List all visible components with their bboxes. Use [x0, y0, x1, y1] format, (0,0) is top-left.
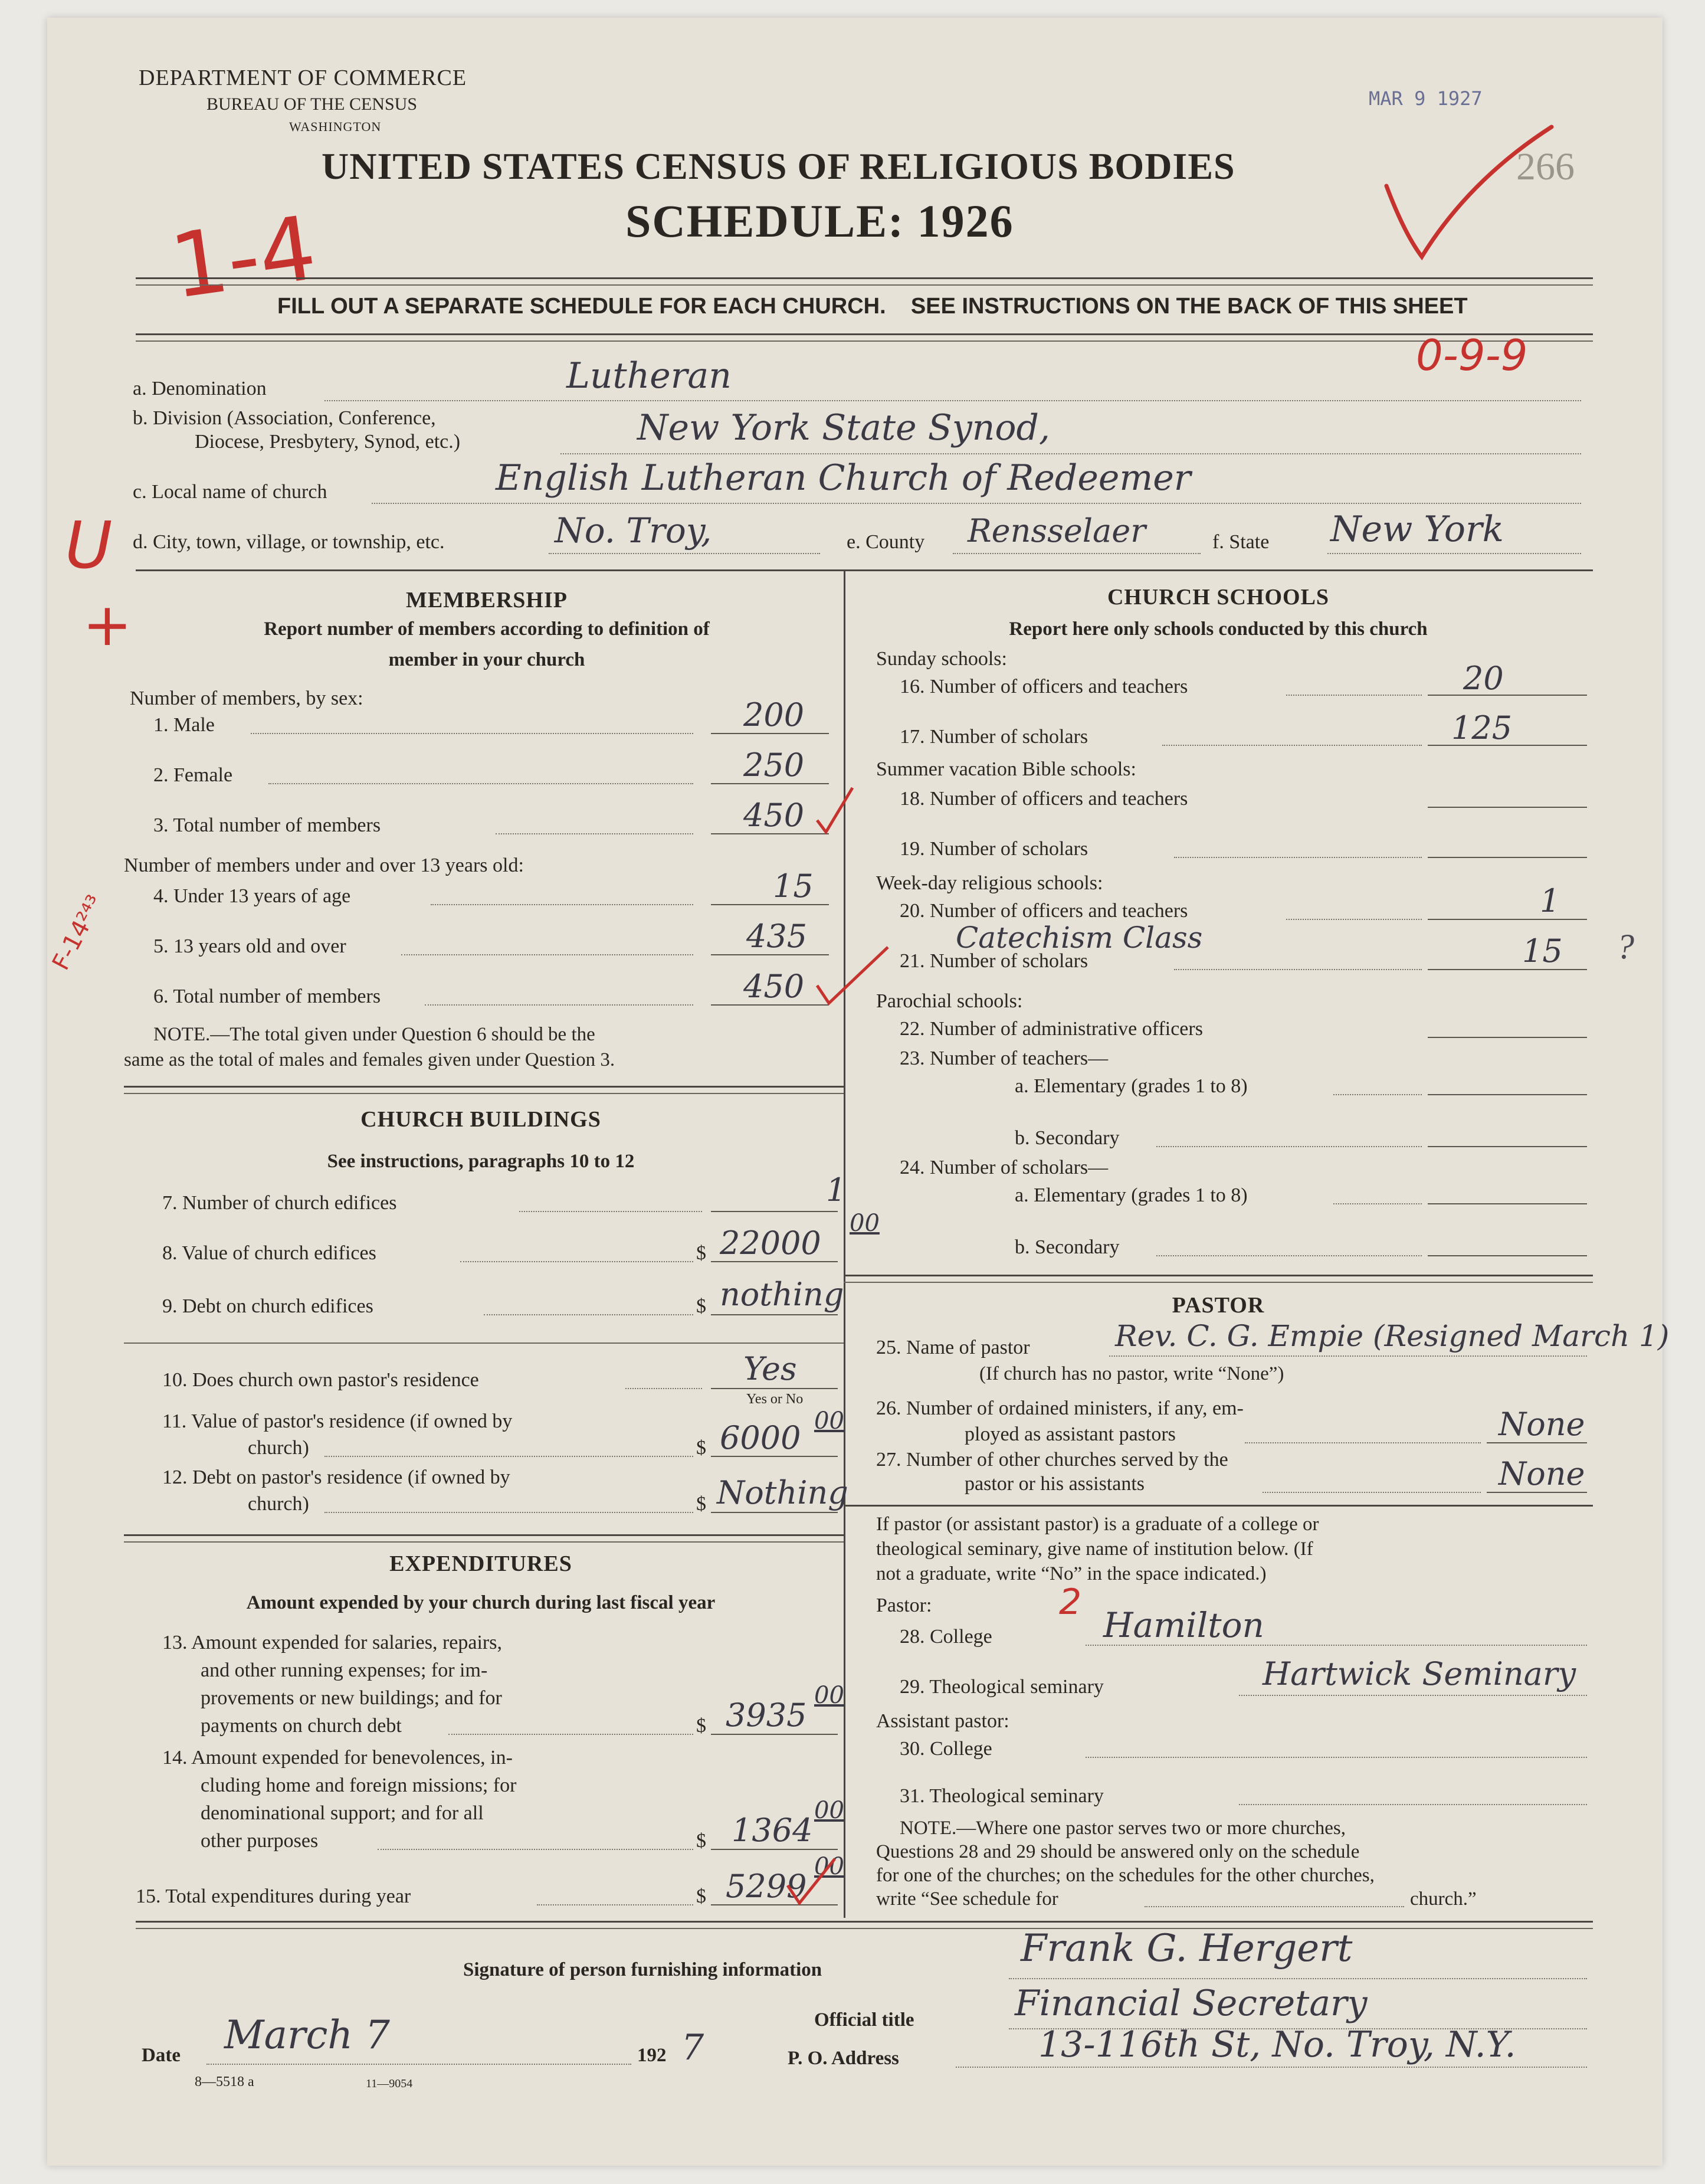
q16-dots	[1286, 695, 1422, 696]
address-value[interactable]: 13-116th St, No. Troy, N.Y.	[1038, 2024, 1516, 2065]
divider-3	[136, 569, 1593, 571]
print-number: 11—9054	[366, 2077, 413, 2090]
divider-expenditures-top	[124, 1534, 844, 1536]
q13-cents[interactable]: 00	[814, 1682, 844, 1709]
q20-dots	[1286, 919, 1422, 920]
q24-label: 24. Number of scholars—	[900, 1157, 1109, 1178]
q7-label: 7. Number of church edifices	[162, 1192, 397, 1214]
q14-line-3: denominational support; and for all	[201, 1802, 484, 1824]
q3-value[interactable]: 450	[743, 797, 805, 834]
q9-dollar: $	[696, 1295, 706, 1317]
q29-label: 29. Theological seminary	[900, 1676, 1104, 1698]
county-line	[953, 553, 1201, 554]
q8-dots	[460, 1261, 693, 1262]
state-line	[1327, 553, 1581, 554]
bureau-name: BUREAU OF THE CENSUS	[206, 94, 417, 114]
q22-label: 22. Number of administrative officers	[900, 1018, 1203, 1040]
city-label: d. City, town, village, or township, etc.	[133, 531, 445, 553]
q31-line	[1239, 1804, 1587, 1805]
q2-label: 2. Female	[153, 764, 233, 786]
q4-label: 4. Under 13 years of age	[153, 885, 351, 907]
q9-dots	[484, 1314, 693, 1315]
q5-dots	[401, 954, 693, 955]
q14-dots	[378, 1849, 693, 1850]
q3-label: 3. Total number of members	[153, 814, 381, 836]
divider-pastor-top	[844, 1275, 1593, 1276]
q27-dots	[1263, 1492, 1481, 1493]
q5-label: 5. 13 years old and over	[153, 935, 346, 957]
q23b-line	[1428, 1146, 1587, 1147]
q14-line-1: 14. Amount expended for benevolences, in-	[162, 1747, 513, 1769]
q8-label: 8. Value of church edifices	[162, 1242, 376, 1264]
q20-line	[1428, 919, 1587, 920]
city-line	[549, 553, 820, 554]
q27-value[interactable]: None	[1499, 1455, 1585, 1492]
sunday-schools-heading: Sunday schools:	[876, 648, 1007, 670]
address-line	[956, 2067, 1587, 2068]
q18-label: 18. Number of officers and teachers	[900, 788, 1188, 810]
annotation-left-code: U	[65, 507, 113, 583]
buildings-intro: See instructions, paragraphs 10 to 12	[327, 1151, 635, 1172]
q25-label: 25. Name of pastor	[876, 1337, 1030, 1358]
q20-value[interactable]: 1	[1540, 882, 1560, 919]
form-title: UNITED STATES CENSUS OF RELIGIOUS BODIES	[322, 145, 1235, 187]
margin-code: F-14²⁴³	[47, 890, 109, 975]
divider-footer-top	[136, 1921, 1593, 1923]
q7-dots	[519, 1211, 702, 1212]
q24a-line	[1428, 1203, 1587, 1204]
divider-2b	[136, 340, 1593, 342]
weekday-schools-heading: Week-day religious schools:	[876, 872, 1103, 894]
q31-label: 31. Theological seminary	[900, 1785, 1104, 1807]
date-line	[206, 2064, 631, 2065]
q15-value[interactable]: 5299	[726, 1868, 807, 1905]
division-value[interactable]: New York State Synod,	[637, 407, 1050, 448]
q13-line-1: 13. Amount expended for salaries, repairs,	[162, 1632, 502, 1653]
q12-dollar: $	[696, 1493, 706, 1515]
schools-title: CHURCH SCHOOLS	[1107, 585, 1330, 610]
q9-line	[711, 1314, 838, 1315]
serial-number: 266	[1516, 145, 1575, 188]
pastor-note-5: church.”	[1410, 1888, 1477, 1910]
q23b-dots	[1156, 1146, 1422, 1147]
division-line	[560, 453, 1581, 454]
graduate-instruction-1: If pastor (or assistant pastor) is a graduate of a college or	[876, 1514, 1319, 1535]
date-value[interactable]: March 7	[224, 2012, 390, 2058]
q12-value[interactable]: Nothing	[717, 1474, 848, 1511]
signature-label: Signature of person furnishing information	[463, 1959, 822, 1980]
pastor-heading: Pastor:	[876, 1594, 932, 1616]
q9-value[interactable]: nothing	[720, 1276, 844, 1313]
fill-instruction: FILL OUT A SEPARATE SCHEDULE FOR EACH CHURCH. SEE INSTRUCTIONS ON THE BACK OF THIS SHEET	[277, 294, 1468, 319]
expenditures-title: EXPENDITURES	[389, 1551, 572, 1576]
q24b-label: b. Secondary	[1015, 1236, 1120, 1258]
q8-value[interactable]: 22000	[720, 1224, 821, 1262]
q24a-dots	[1333, 1203, 1422, 1204]
q7-value[interactable]: 1	[826, 1171, 847, 1209]
q17-label: 17. Number of scholars	[900, 726, 1088, 748]
q13-line-2: and other running expenses; for im-	[201, 1659, 488, 1681]
q11-cents[interactable]: 00	[814, 1407, 844, 1435]
graduate-instruction-2: theological seminary, give name of institution below. (If	[876, 1538, 1313, 1560]
pastor-note-2: Questions 28 and 29 should be answered only on the schedule	[876, 1841, 1360, 1862]
dept-name: DEPARTMENT OF COMMERCE	[139, 66, 467, 90]
q14-dollar: $	[696, 1830, 706, 1852]
q13-value[interactable]: 3935	[726, 1697, 807, 1734]
check-icon-q15	[785, 1856, 838, 1909]
membership-title: MEMBERSHIP	[406, 588, 568, 613]
year-value[interactable]: 7	[681, 2027, 704, 2068]
q28-label: 28. College	[900, 1626, 992, 1648]
form-number: 8—5518 a	[195, 2074, 254, 2090]
divider-buildings-top	[124, 1086, 844, 1088]
q29-value[interactable]: Hartwick Seminary	[1263, 1655, 1576, 1692]
assistant-pastor-heading: Assistant pastor:	[876, 1710, 1009, 1732]
members-by-sex-heading: Number of members, by sex:	[130, 687, 363, 709]
annotation-left-cross: +	[83, 590, 132, 659]
church-name-value[interactable]: English Lutheran Church of Redeemer	[496, 457, 1191, 499]
question-mark-annotation: ?	[1617, 927, 1634, 966]
q26-value[interactable]: None	[1499, 1406, 1585, 1443]
q23a-line	[1428, 1094, 1587, 1095]
census-schedule-sheet	[47, 18, 1670, 2166]
city-value[interactable]: No. Troy,	[555, 510, 712, 551]
q22-line	[1428, 1037, 1587, 1038]
q10-label: 10. Does church own pastor's residence	[162, 1369, 479, 1391]
q23a-dots	[1333, 1094, 1422, 1095]
q14-cents[interactable]: 00	[814, 1797, 844, 1824]
summer-schools-heading: Summer vacation Bible schools:	[876, 758, 1136, 780]
check-icon-q3	[814, 785, 855, 838]
q10-line	[711, 1388, 838, 1389]
q14-line	[711, 1849, 838, 1850]
q16-label: 16. Number of officers and teachers	[900, 676, 1188, 698]
q4-value[interactable]: 15	[773, 867, 814, 905]
q8-cents[interactable]: 00	[850, 1210, 880, 1237]
q12-dots	[324, 1512, 693, 1513]
address-label: P. O. Address	[788, 2048, 899, 2069]
membership-intro-2: member in your church	[388, 649, 585, 670]
q12-label-2: church)	[248, 1493, 309, 1515]
q17-dots	[1162, 745, 1422, 746]
q16-line	[1428, 695, 1587, 696]
q6-dots	[425, 1004, 693, 1006]
stamp-date: MAR 9 1927	[1369, 87, 1483, 110]
q19-line	[1428, 857, 1587, 858]
signature-line	[1009, 1978, 1587, 1979]
q26-label-2: ployed as assistant pastors	[965, 1423, 1176, 1445]
q1-dots	[251, 733, 693, 734]
division-label-2: Diocese, Presbytery, Synod, etc.)	[195, 431, 461, 453]
members-by-age-heading: Number of members under and over 13 years old:	[124, 854, 524, 876]
pastor-mark: 2	[1059, 1581, 1082, 1623]
divider-graduate-top	[844, 1505, 1593, 1507]
year-prefix: 192	[637, 2045, 667, 2066]
q2-dots	[268, 783, 693, 784]
signature-value[interactable]: Frank G. Hergert	[1021, 1927, 1353, 1970]
q27-label-2: pastor or his assistants	[965, 1473, 1145, 1495]
q11-label: 11. Value of pastor's residence (if owned by	[162, 1410, 513, 1432]
q12-line	[711, 1512, 838, 1513]
q14-line-2: cluding home and foreign missions; for	[201, 1774, 517, 1796]
q13-dollar: $	[696, 1715, 706, 1737]
divider-2	[136, 333, 1593, 335]
pastor-note-line	[1145, 1906, 1404, 1907]
q1-value[interactable]: 200	[743, 696, 805, 734]
county-value[interactable]: Rensselaer	[968, 512, 1146, 549]
denomination-value[interactable]: Lutheran	[566, 355, 732, 397]
q4-dots	[431, 904, 693, 905]
q30-label: 30. College	[900, 1738, 992, 1760]
q11-value[interactable]: 6000	[720, 1419, 801, 1456]
church-name-label: c. Local name of church	[133, 481, 327, 503]
q30-line	[1086, 1757, 1587, 1758]
pastor-note-1: NOTE.—Where one pastor serves two or more churches,	[900, 1818, 1346, 1839]
q26-dots	[1245, 1442, 1481, 1443]
divider-1b	[136, 284, 1593, 286]
divider-buildings-mid	[124, 1343, 844, 1344]
q11-label-2: church)	[248, 1437, 309, 1459]
schedule-year: SCHEDULE: 1926	[625, 195, 1014, 247]
q11-dollar: $	[696, 1437, 706, 1459]
column-divider	[844, 569, 845, 1918]
pastor-note-3: for one of the churches; on the schedules for the other churches,	[876, 1865, 1375, 1886]
graduate-instruction-3: not a graduate, write “No” in the space indicated.)	[876, 1563, 1267, 1584]
divider-expenditures-top-b	[124, 1541, 844, 1543]
membership-intro: Report number of members according to definition of	[264, 618, 710, 640]
divider-pastor-top-b	[844, 1282, 1593, 1283]
q15-label: 15. Total expenditures during year	[136, 1885, 411, 1907]
q11-dots	[324, 1456, 693, 1457]
q5-value[interactable]: 435	[746, 918, 808, 955]
q7-line	[711, 1211, 838, 1212]
q6-value[interactable]: 450	[743, 968, 805, 1005]
annotation-top-left: 1-4	[165, 197, 322, 319]
q13-dots	[448, 1734, 693, 1735]
division-label: b. Division (Association, Conference,	[133, 407, 436, 429]
q3-dots	[496, 833, 693, 834]
denomination-line	[324, 400, 1581, 401]
q1-label: 1. Male	[153, 714, 215, 736]
q10-dots	[625, 1388, 702, 1389]
state-label: f. State	[1212, 531, 1270, 553]
q19-label: 19. Number of scholars	[900, 838, 1088, 860]
q14-line-4: other purposes	[201, 1830, 319, 1852]
q29-line	[1239, 1695, 1587, 1696]
pastor-note-4: write “See schedule for	[876, 1888, 1058, 1910]
q21-dots	[1174, 969, 1422, 970]
divider-1	[136, 277, 1593, 279]
buildings-title: CHURCH BUILDINGS	[360, 1107, 601, 1132]
q21-value[interactable]: 15	[1522, 932, 1563, 970]
q12-label: 12. Debt on pastor's residence (if owned by	[162, 1466, 510, 1488]
q23-label: 23. Number of teachers—	[900, 1047, 1109, 1069]
denomination-label: a. Denomination	[133, 378, 267, 400]
q16-value[interactable]: 20	[1463, 660, 1504, 697]
q27-label: 27. Number of other churches served by the	[876, 1449, 1228, 1471]
q13-line	[711, 1734, 838, 1735]
date-label: Date	[142, 2045, 181, 2066]
q21-line	[1428, 969, 1587, 970]
q2-value[interactable]: 250	[743, 746, 805, 784]
q23a-label: a. Elementary (grades 1 to 8)	[1015, 1075, 1248, 1097]
county-label: e. County	[847, 531, 925, 553]
divider-footer-top-b	[136, 1928, 1593, 1929]
q23b-label: b. Secondary	[1015, 1127, 1120, 1149]
q14-value[interactable]: 1364	[732, 1812, 813, 1849]
q9-label: 9. Debt on church edifices	[162, 1295, 373, 1317]
divider-buildings-top-b	[124, 1093, 844, 1094]
q25-value[interactable]: Rev. C. G. Empie (Resigned March 1)	[1115, 1319, 1670, 1353]
q8-dollar: $	[696, 1242, 706, 1264]
q18-line	[1428, 807, 1587, 808]
membership-note-2: same as the total of males and females given under Question 3.	[124, 1049, 615, 1070]
official-title-label: Official title	[814, 2009, 914, 2031]
q26-label: 26. Number of ordained ministers, if any, em-	[876, 1397, 1244, 1419]
annotation-right-code: 0-9-9	[1416, 330, 1528, 380]
pastor-title: PASTOR	[1172, 1293, 1265, 1318]
membership-note: NOTE.—The total given under Question 6 should be the	[153, 1024, 595, 1045]
large-check-icon	[1381, 115, 1558, 269]
state-value[interactable]: New York	[1330, 509, 1504, 550]
expenditures-intro: Amount expended by your church during last fiscal year	[246, 1592, 716, 1613]
city-name: WASHINGTON	[289, 119, 382, 134]
q17-value[interactable]: 125	[1451, 709, 1513, 746]
q13-line-4: payments on church debt	[201, 1715, 402, 1737]
q10-hint: Yes or No	[746, 1391, 804, 1407]
official-title-value[interactable]: Financial Secretary	[1015, 1983, 1368, 2024]
q25-line	[1109, 1355, 1587, 1357]
q24b-line	[1428, 1255, 1587, 1256]
q15-dots	[537, 1904, 693, 1905]
q24b-dots	[1156, 1255, 1422, 1256]
q19-dots	[1174, 857, 1422, 858]
q24a-label: a. Elementary (grades 1 to 8)	[1015, 1184, 1248, 1206]
schools-intro: Report here only schools conducted by this church	[1009, 618, 1428, 640]
q10-value[interactable]: Yes	[743, 1350, 797, 1387]
q6-label: 6. Total number of members	[153, 985, 381, 1007]
q21-label: 21. Number of scholars	[900, 950, 1088, 972]
q25-hint: (If church has no pastor, write “None”)	[979, 1363, 1284, 1384]
church-name-line	[372, 503, 1581, 504]
q15-dollar: $	[696, 1885, 706, 1907]
q20-label: 20. Number of officers and teachers	[900, 900, 1188, 922]
parochial-schools-heading: Parochial schools:	[876, 990, 1023, 1012]
q13-line-3: provements or new buildings; and for	[201, 1687, 502, 1709]
q28-value[interactable]: Hamilton	[1103, 1605, 1264, 1645]
q15-cents[interactable]: 00	[814, 1853, 844, 1880]
q21-note[interactable]: Catechism Class	[956, 921, 1203, 955]
